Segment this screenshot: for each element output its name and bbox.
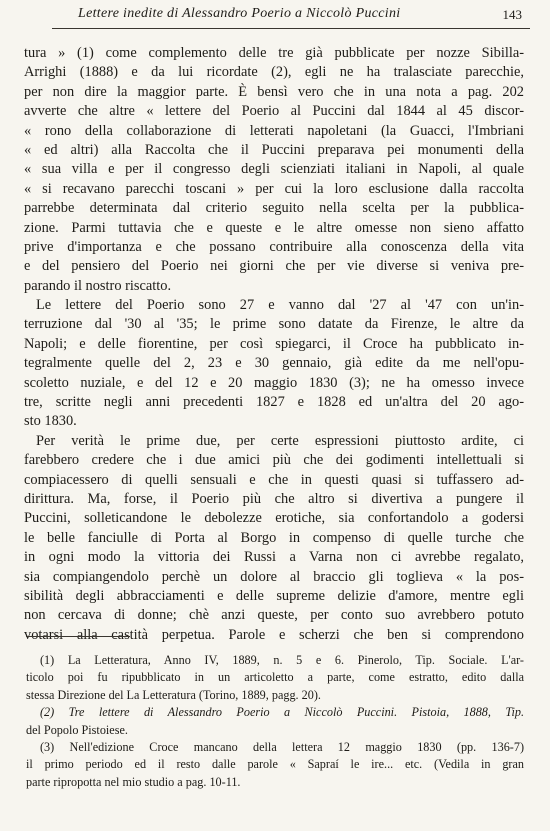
paragraph-1-line: Arrighi (1888) e da lui ricordate (2), egli ne ha tralasciate parecchie, — [24, 64, 524, 81]
paragraph-1-line: per non dire la maggior parte. È bensì vero che in una nota a pag. 202 — [24, 83, 524, 100]
paragraph-1-line: « rono della collaborazione di letterati napoletani (la Guacci, l'Imbriani — [24, 122, 524, 139]
footnote-1-line: (1) La Letteratura, Anno IV, 1889, n. 5 e 6. Pinerolo, Tip. Sociale. L'ar- — [40, 653, 524, 667]
paragraph-2-line: terruzione dal '30 al '35; le prime sono datate da Firenze, le altre da — [24, 316, 524, 333]
paragraph-1-line: tura » (1) come complemento delle tre già pubblicate per nozze Sibilla- — [24, 45, 524, 61]
paragraph-3-line: Per verità le prime due, per certe espressioni piuttosto ardite, ci — [36, 432, 524, 449]
paragraph-3-line: in ogni modo la vittoria dei Russi a Varna non ci avrebbe regalato, — [24, 549, 524, 566]
footnote-3-line: parte ripropotta nel mio studio a pag. 10-11. — [26, 774, 241, 789]
footnote-2-line: (2) Tre lettere di Alessandro Poerio a Niccolò Puccini. Pistoia, 1888, Tip. — [40, 705, 524, 720]
paragraph-3-line: compiacessero di quelli sensuali e che in questi quasi si tuffassero ad- — [24, 471, 524, 488]
paragraph-1-line: « sua villa e per il congresso degli scienziati italiani in Napoli, al quale — [24, 161, 524, 178]
paragraph-3-line: votarsi alla castità perpetua. Parole e scherzi che ben si comprendono — [24, 626, 524, 643]
footnote-2-line: del Popolo Pistoiese. — [26, 722, 128, 737]
footnote-1-line: ticolo poi fu ripubblicato in un articoletto a parte, come estratto, edito dalla — [26, 670, 524, 685]
paragraph-2-line: tegralmente quelle del 2, 23 e 30 gennaio, già edite da me nell'opu- — [24, 355, 524, 372]
paragraph-3-line: Puccini, solleticandone le debolezze erotiche, sia confortandolo a godersi — [24, 510, 524, 527]
footnote-3-line: il primo periodo ed il resto dalle parole « Sapraí le ire... etc. (Vedila in gran — [26, 757, 524, 772]
footnote-1-line: stessa Direzione del La Letteratura (Torino, 1889, pagg. 20). — [26, 687, 321, 702]
running-head-title: Lettere inedite di Alessandro Poerio a Niccolò Puccini — [78, 6, 401, 21]
paragraph-1-line: prive d'importanza e che possano contribuire alla conoscenza della vita — [24, 238, 524, 255]
paragraph-1-line: zione. Parmi tuttavia che e queste e le altre omesse non sieno affatto — [24, 219, 524, 236]
paragraph-3-line: farebbero credere che i due amici più che dei godimenti intellettuali si — [24, 452, 524, 469]
footnote-3-line: (3) Nell'edizione Croce mancano della lettera 12 maggio 1830 (pp. 136-7) — [40, 739, 524, 754]
paragraph-2-line: sto 1830. — [24, 413, 77, 430]
page-number: 143 — [502, 7, 522, 22]
paragraph-1-line: « si recavano parecchi toscani » per cui la loro esclusione dalla raccolta — [24, 180, 524, 197]
paragraph-2-line: Napoli; e delle fiorentine, per così spiegarci, il Croce ha pubblicato in- — [24, 335, 524, 352]
paragraph-3-line: dirittura. Ma, forse, il Poerio più che altro si divertiva a pungere il — [24, 490, 524, 507]
paragraph-1-line: parrebbe determinata dal criterio seguito nella scelta per la pubblica- — [24, 200, 524, 217]
paragraph-2-line: tre, scritte negli anni precedenti 1827 e 1828 ed un'altra del 20 ago- — [24, 394, 524, 411]
body-text — [24, 44, 524, 645]
header-rule — [52, 28, 530, 29]
paragraph-2-line: scoletto nuziale, e del 12 e 20 maggio 1830 (3); ne ha omesso invece — [24, 374, 524, 391]
paragraph-1-line: e del pensiero del Poerio nei giorni che per vie diverse si veniva pre- — [24, 258, 524, 275]
paragraph-3-line: sia compiangendolo perchè un dolore al braccio gli toglieva « la pos- — [24, 568, 524, 585]
paragraph-2-line: Le lettere del Poerio sono 27 e vanno dal '27 al '47 con un'in- — [36, 297, 524, 314]
paragraph-3-line: le belle fanciulle di Porta al Borgo in compenso di quelle turche che — [24, 529, 524, 546]
footnote-rule — [26, 636, 130, 637]
paragraph-3-line: non cercava di donne; chè anzi queste, per conto suo avrebbero potuto — [24, 607, 524, 624]
paragraph-1-line: « ed altri) alla Raccolta che il Puccini preparava pei monumenti della — [24, 141, 524, 158]
paragraph-1-line: avverte che altre « lettere del Poerio al Puccini dal 1844 al 45 discor- — [24, 103, 524, 120]
paragraph-1-line: parando il nostro riscatto. — [24, 277, 172, 294]
running-head — [52, 6, 522, 28]
paragraph-3-line: sibilità degli abbracciamenti e delle supreme delizie d'amore, mentre egli — [24, 587, 524, 604]
footnotes — [26, 652, 524, 791]
